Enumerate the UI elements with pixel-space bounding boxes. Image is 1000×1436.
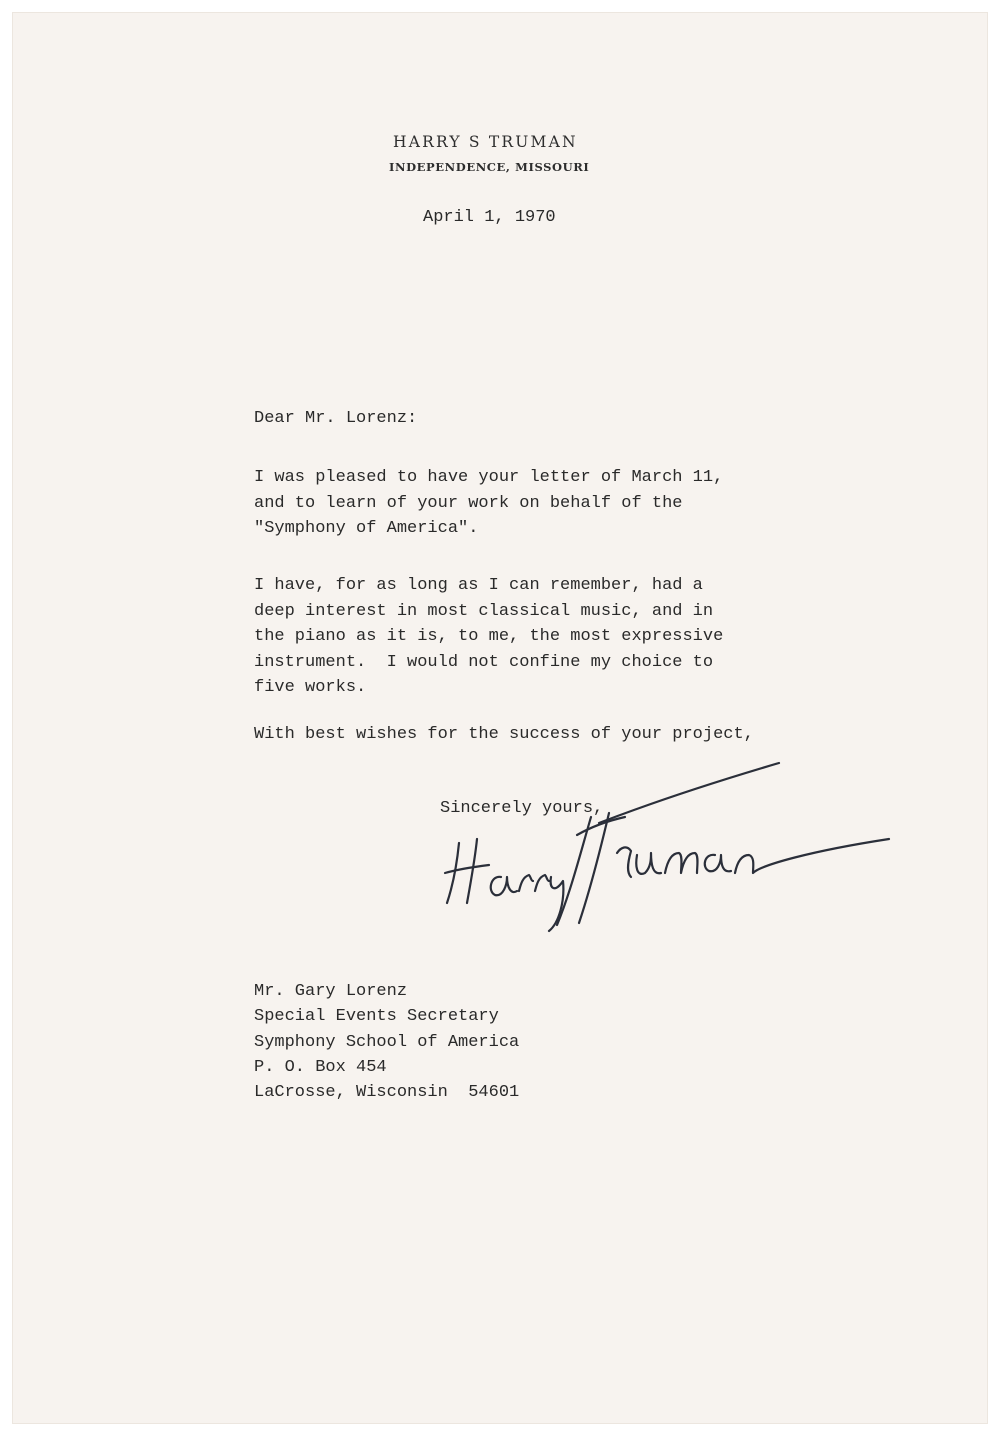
recipient-city-state-zip: LaCrosse, Wisconsin 54601 bbox=[254, 1083, 520, 1103]
letterhead-name: HARRY S TRUMAN bbox=[393, 133, 578, 151]
body-paragraph-3: With best wishes for the success of your project, bbox=[254, 725, 754, 744]
recipient-name: Mr. Gary Lorenz bbox=[254, 982, 408, 1001]
handwritten-signature bbox=[431, 755, 901, 935]
letter-date: April 1, 1970 bbox=[423, 208, 556, 227]
recipient-organization: Symphony School of America bbox=[254, 1032, 520, 1052]
salutation: Dear Mr. Lorenz: bbox=[254, 409, 418, 428]
letterhead-place: INDEPENDENCE, MISSOURI bbox=[389, 160, 590, 174]
body-paragraph-1: I was pleased to have your letter of March 11, and to learn of your work on behalf of the "Symphony of America". bbox=[254, 468, 724, 539]
closing: Sincerely yours, bbox=[440, 799, 604, 818]
recipient-po-box: P. O. Box 454 bbox=[254, 1057, 387, 1077]
body-paragraph-2: I have, for as long as I can remember, had a deep interest in most classical music, and in the piano as it is, to me, the most expressive instrument. I would not confine my choice to five works. bbox=[254, 576, 724, 698]
recipient-title: Special Events Secretary bbox=[254, 1007, 499, 1027]
letter-sheet bbox=[13, 13, 987, 1423]
recipient-address bbox=[254, 979, 519, 1105]
